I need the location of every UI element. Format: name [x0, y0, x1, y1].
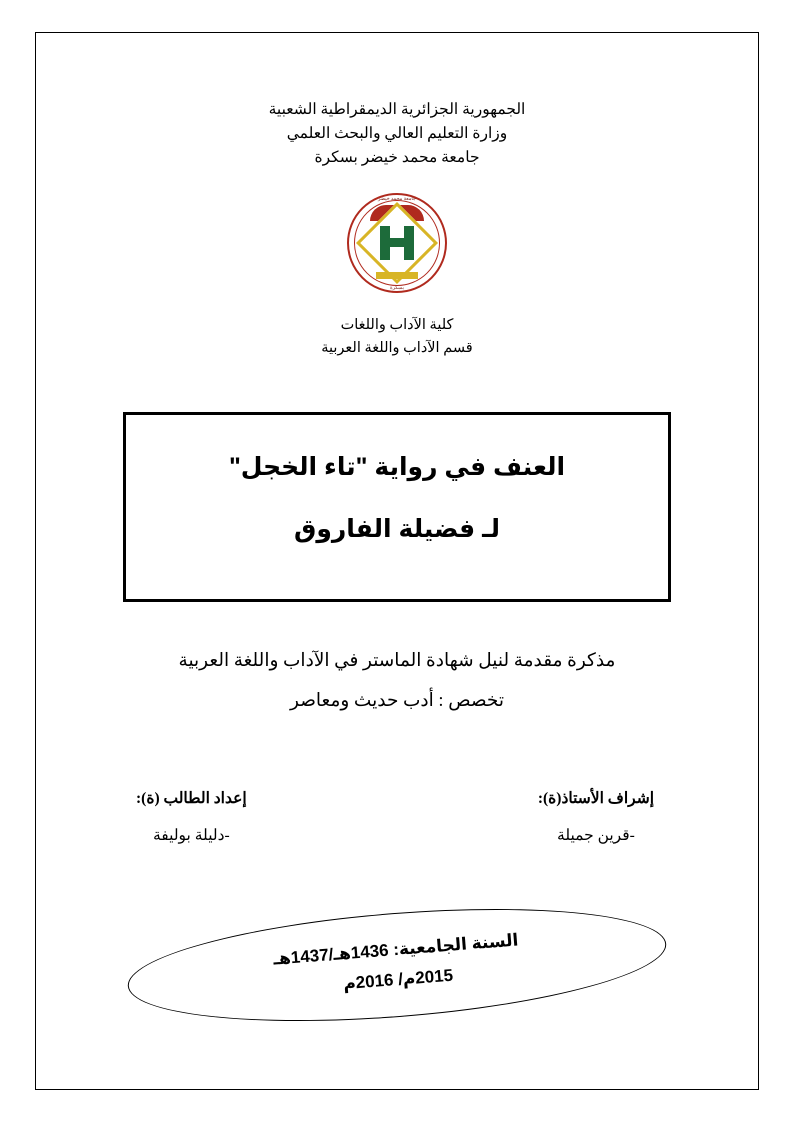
seal-text-bottom: بسكرة [390, 286, 404, 292]
academic-year-ellipse [124, 892, 670, 1038]
header-line-ministry: وزارة التعليم العالي والبحث العلمي [286, 125, 508, 143]
header-line-university: جامعة محمد خيضر بسكرة [314, 149, 480, 167]
seal-bottom-bar [376, 272, 418, 279]
thesis-title-main: العنف في رواية "تاء الخجل" [228, 453, 566, 482]
seal-text-top: جامعة محمد خيضر [377, 197, 416, 203]
institution-header [96, 98, 698, 170]
university-logo-area [96, 188, 698, 298]
student-role-label: إعداد الطالب (ة): [136, 789, 247, 807]
student-name: -دليلة بوليفة [153, 826, 230, 844]
supervisor-role-label: إشراف الأستاذ(ة): [537, 789, 654, 807]
cover-page-content [36, 32, 758, 1088]
header-line-country: الجمهورية الجزائرية الديمقراطية الشعبية [268, 101, 526, 118]
academic-year-hijri: السنة الجامعية: 1436هـ/1437هـ [272, 930, 520, 969]
university-seal-icon [345, 191, 449, 295]
seal-book-glyph [380, 226, 414, 260]
academic-year-gregorian: 2015م/ 2016م [342, 965, 454, 993]
academic-year-area [96, 913, 698, 1017]
degree-line-specialty: تخصص : أدب حديث ومعاصر [289, 690, 504, 711]
faculty-header [96, 314, 698, 360]
thesis-title-box [123, 412, 671, 602]
student-block [136, 783, 247, 851]
degree-statement [96, 644, 698, 718]
degree-line-primary: مذكرة مقدمة لنيل شهادة الماستر في الآداب واللغة العربية [178, 651, 616, 672]
supervisor-name: -قرين جميلة [557, 826, 635, 844]
thesis-title-author-work: لـ فضيلة الفاروق [293, 514, 501, 543]
supervisor-block [538, 783, 654, 851]
people-section [96, 783, 698, 851]
department-line: قسم الآداب واللغة العربية [321, 340, 473, 357]
faculty-line: كلية الآداب واللغات [340, 317, 454, 334]
